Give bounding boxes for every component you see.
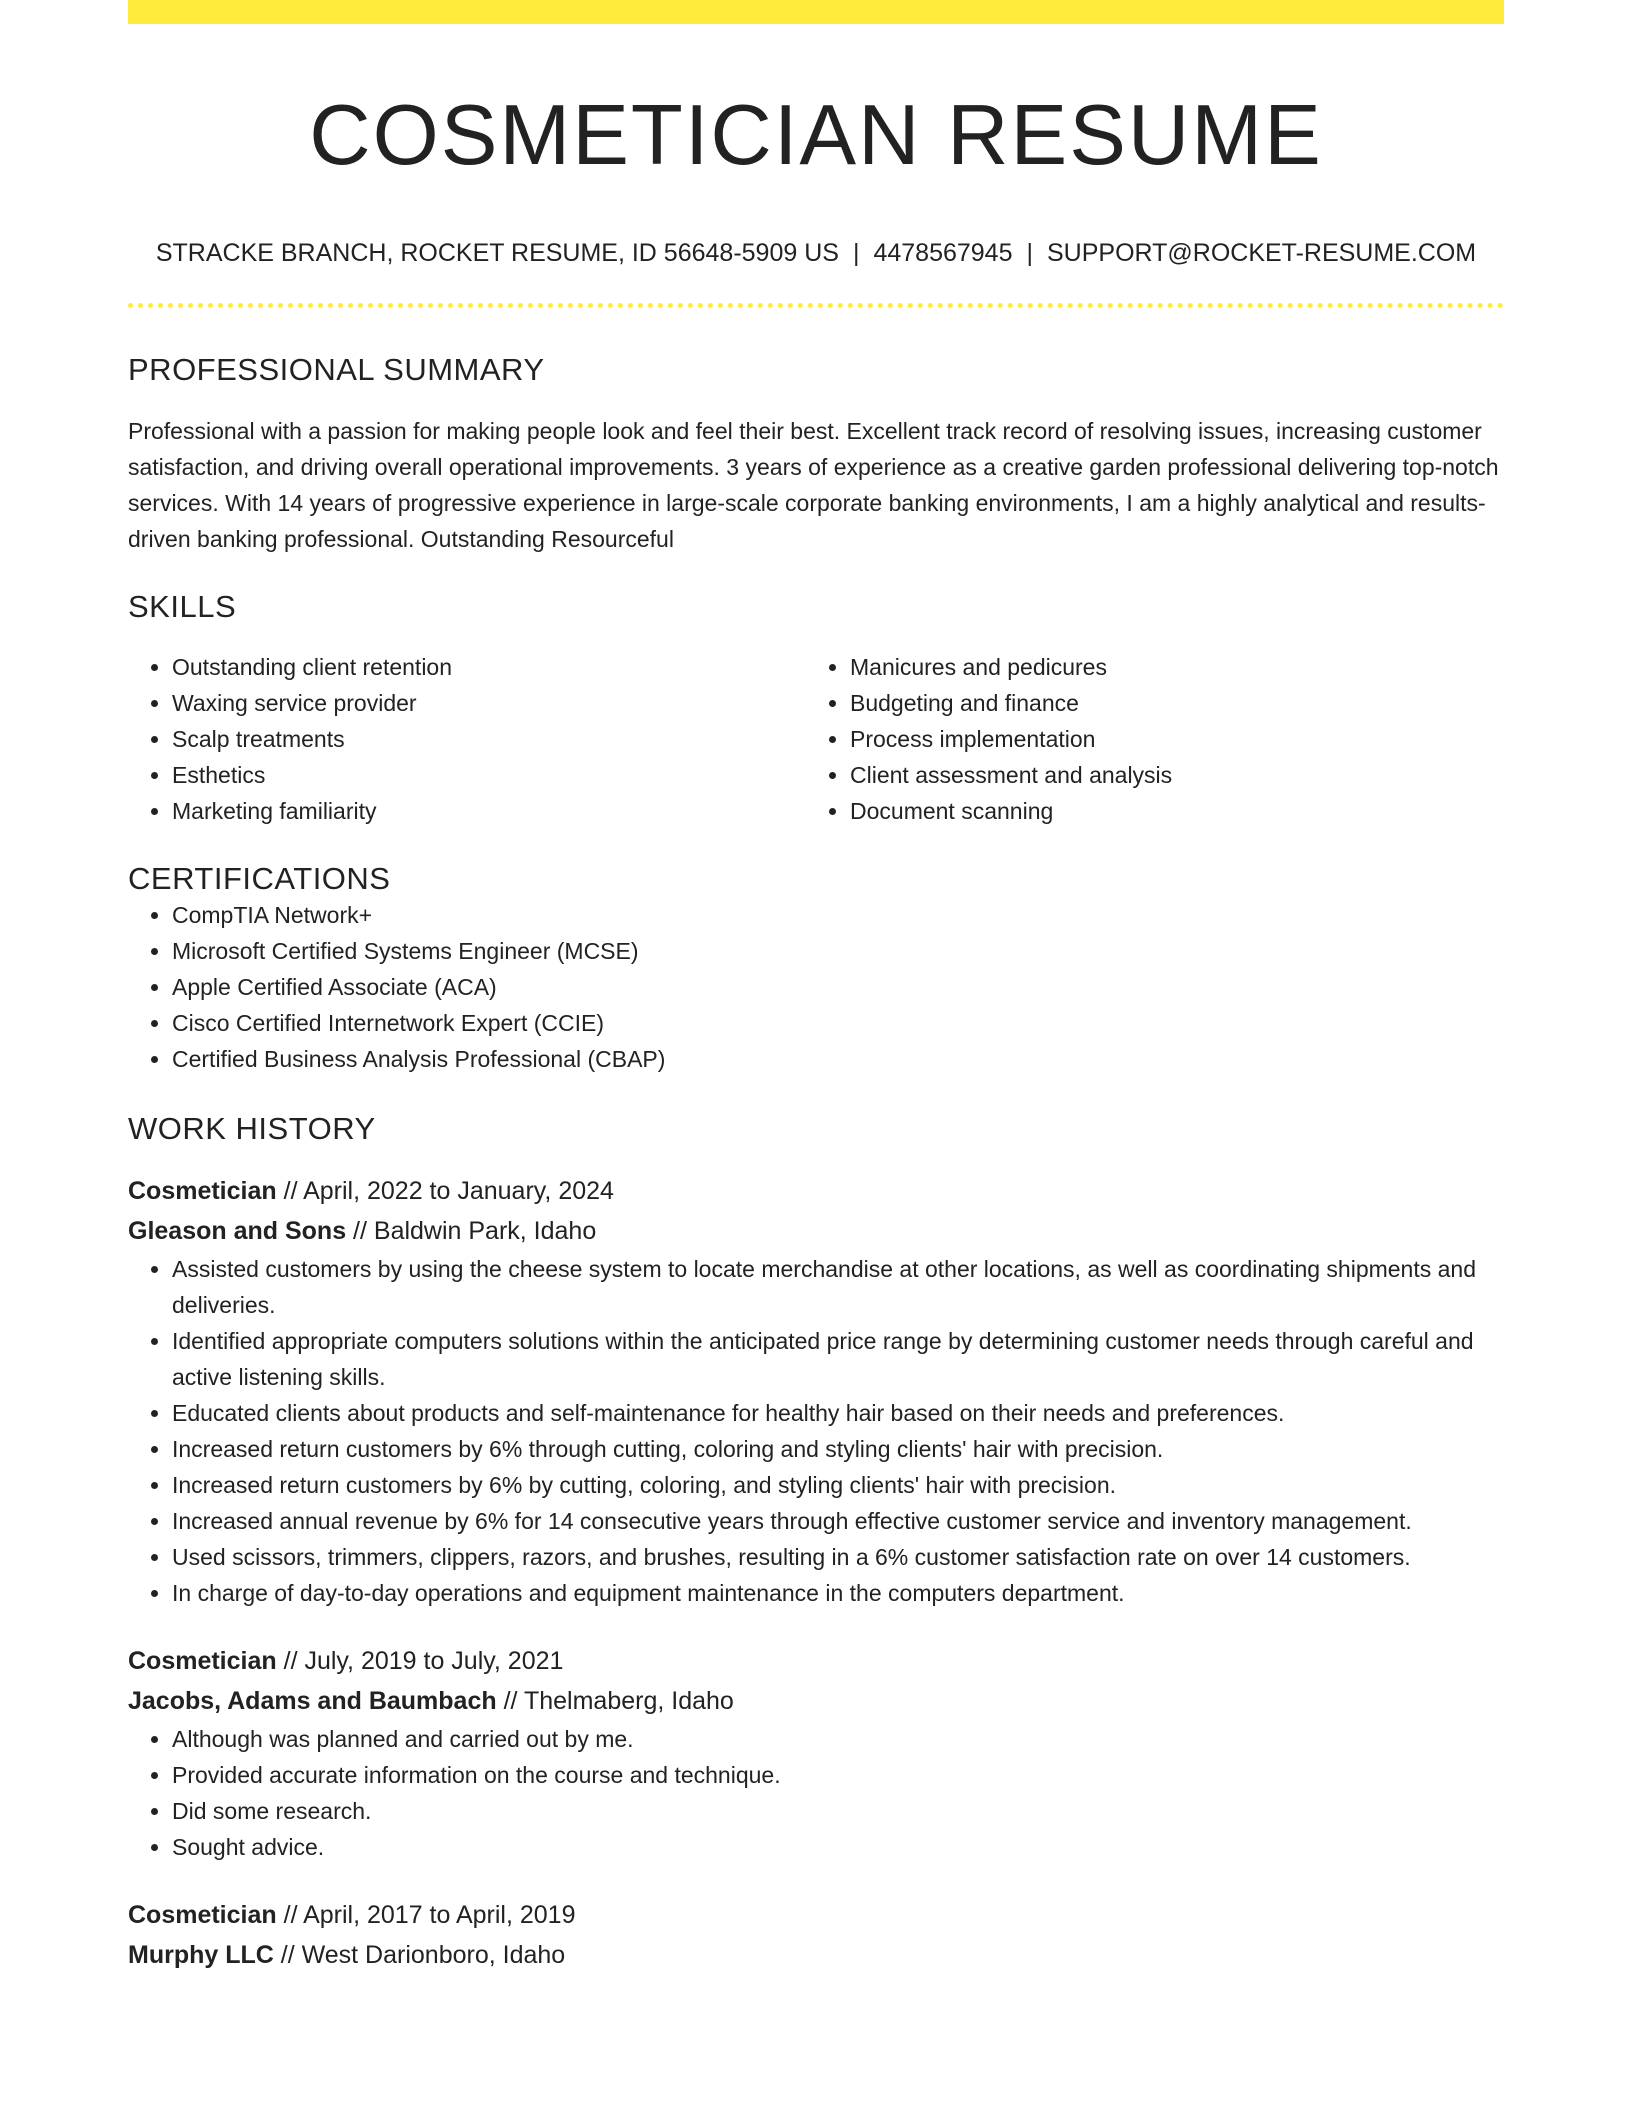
job-dates: // April, 2017 to April, 2019 — [276, 1901, 576, 1929]
job-company-line — [128, 1681, 1504, 1721]
job-title-line — [128, 1171, 1504, 1211]
certification-item: • Microsoft Certified Systems Engineer (MCSE) — [172, 933, 1504, 969]
certification-item: • Apple Certified Associate (ACA) — [172, 969, 1504, 1005]
summary-heading: PROFESSIONAL SUMMARY — [128, 352, 545, 387]
skill-item: • Esthetics — [172, 757, 806, 793]
certifications-list — [128, 897, 1504, 1077]
job-duty: • Although was planned and carried out by me. — [172, 1721, 1504, 1757]
job-duty: • Used scissors, trimmers, clippers, razors, and brushes, resulting in a 6% customer satisfaction rate on over 14 customers. — [172, 1539, 1504, 1575]
skill-item: • Marketing familiarity — [172, 793, 806, 829]
skills-heading: SKILLS — [128, 589, 237, 624]
job-duty: • Educated clients about products and self-maintenance for healthy hair based on their needs and preferences. — [172, 1395, 1504, 1431]
job-company-line — [128, 1935, 1504, 1975]
page-title: COSMETICIAN RESUME — [309, 88, 1323, 183]
job-duties-list — [128, 1251, 1504, 1611]
skills-grid — [128, 649, 1504, 829]
work-history-heading: WORK HISTORY — [128, 1111, 376, 1146]
job-duty: • Sought advice. — [172, 1829, 1504, 1865]
contact-separator: | — [852, 239, 860, 267]
certification-item: • Cisco Certified Internetwork Expert (CCIE) — [172, 1005, 1504, 1041]
skills-column-left — [128, 649, 806, 829]
job-duty: • In charge of day-to-day operations and equipment maintenance in the computers department. — [172, 1575, 1504, 1611]
skill-item: • Manicures and pedicures — [850, 649, 1484, 685]
certification-item: • Certified Business Analysis Professional (CBAP) — [172, 1041, 1504, 1077]
job-duty: • Increased annual revenue by 6% for 14 consecutive years through effective customer service and inventory management. — [172, 1503, 1504, 1539]
job-entry — [128, 1641, 1504, 1865]
job-duty: • Increased return customers by 6% through cutting, coloring and styling clients' hair with precision. — [172, 1431, 1504, 1467]
job-company: Gleason and Sons — [128, 1217, 347, 1245]
contact-phone: 4478567945 — [873, 239, 1013, 267]
job-dates: // July, 2019 to July, 2021 — [276, 1647, 564, 1675]
job-duties-list — [128, 1721, 1504, 1865]
job-duty: • Increased return customers by 6% by cutting, coloring, and styling clients' hair with precision. — [172, 1467, 1504, 1503]
job-location: // West Darionboro, Idaho — [273, 1941, 566, 1969]
job-dates: // April, 2022 to January, 2024 — [276, 1177, 614, 1205]
job-location: // Thelmaberg, Idaho — [496, 1687, 734, 1715]
job-title-line — [128, 1895, 1504, 1935]
job-duty: • Assisted customers by using the cheese system to locate merchandise at other locations, as well as coordinating shipments and deliveries. — [172, 1251, 1504, 1323]
job-entry — [128, 1171, 1504, 1611]
top-accent-bar — [128, 0, 1504, 24]
skills-list-right — [806, 649, 1484, 829]
skill-item: • Scalp treatments — [172, 721, 806, 757]
job-title: Cosmetician — [128, 1177, 277, 1205]
job-duty: • Did some research. — [172, 1793, 1504, 1829]
job-company: Murphy LLC — [128, 1941, 274, 1969]
job-title: Cosmetician — [128, 1647, 277, 1675]
job-duty: • Provided accurate information on the course and technique. — [172, 1757, 1504, 1793]
certifications-heading: CERTIFICATIONS — [128, 861, 391, 896]
skills-list-left — [128, 649, 806, 829]
certification-item: • CompTIA Network+ — [172, 897, 1504, 933]
contact-email: SUPPORT@ROCKET-RESUME.COM — [1047, 239, 1477, 267]
job-title-line — [128, 1641, 1504, 1681]
skill-item: • Budgeting and finance — [850, 685, 1484, 721]
skills-column-right — [806, 649, 1484, 829]
job-duty: • Identified appropriate computers solutions within the anticipated price range by determining customer needs through careful and active listening skills. — [172, 1323, 1504, 1395]
job-company-line — [128, 1211, 1504, 1251]
skill-item: • Client assessment and analysis — [850, 757, 1484, 793]
skill-item: • Process implementation — [850, 721, 1484, 757]
summary-text: Professional with a passion for making people look and feel their best. Excellent track record of resolving issues, increasing customer satisfaction, and driving overall operational improvements. 3 years of experience as a creative garden professional delivering top-notch services. With 14 years of progressive experience in large-scale corporate banking environments, I am a highly analytical and results-driven banking professional. Outstanding Resourceful — [128, 418, 1499, 552]
job-company: Jacobs, Adams and Baumbach — [128, 1687, 497, 1715]
skill-item: • Waxing service provider — [172, 685, 806, 721]
header-divider — [128, 303, 1504, 308]
resume-page — [128, 0, 1504, 1975]
skill-item: • Document scanning — [850, 793, 1484, 829]
job-location: // Baldwin Park, Idaho — [346, 1217, 597, 1245]
job-title: Cosmetician — [128, 1901, 277, 1929]
job-entry — [128, 1895, 1504, 1975]
contact-line — [128, 238, 1504, 268]
contact-separator: | — [1026, 239, 1033, 267]
contact-address: STRACKE BRANCH, ROCKET RESUME, ID 56648-5909 US — [155, 239, 839, 267]
skill-item: • Outstanding client retention — [172, 649, 806, 685]
